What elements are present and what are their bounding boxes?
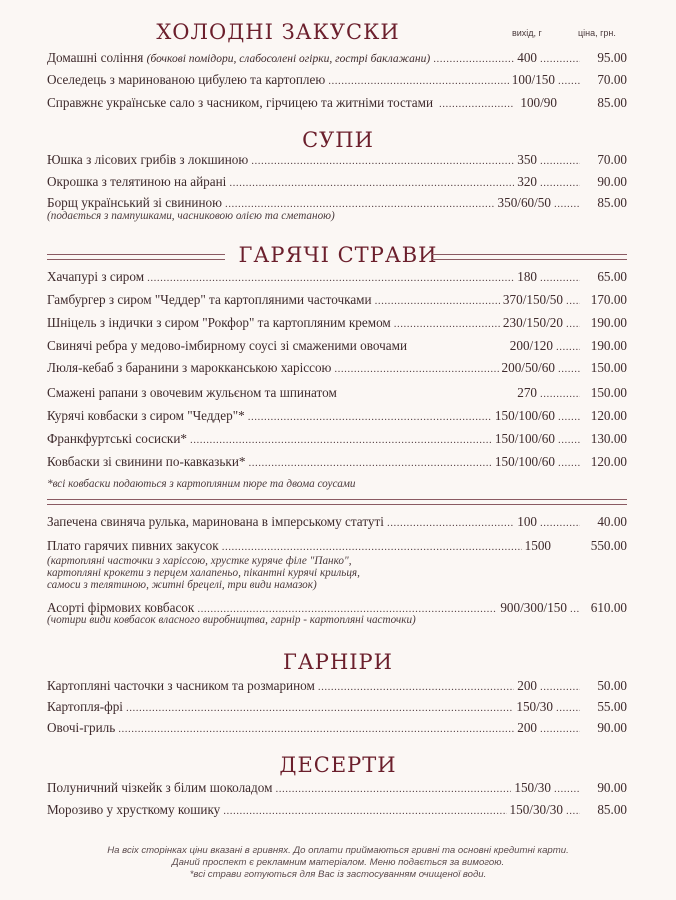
item-weight: 200/120	[509, 338, 553, 353]
item-weight: 100/90	[520, 95, 557, 110]
item-price: 120.00	[590, 454, 627, 469]
item-name: Плато гарячих пивних закусок	[47, 538, 219, 553]
menu-item	[47, 406, 627, 426]
menu-item	[47, 512, 627, 532]
item-name: Асорті фірмових ковбасок	[47, 600, 195, 615]
item-price: 55.00	[597, 699, 627, 714]
item-name: Франкфуртські сосиски*	[47, 431, 187, 446]
item-note: самоси з телятиною, житні брецелі, три види намазок)	[47, 579, 317, 591]
footer-line: На всіх сторінках ціни вказані в гривнях. До оплати приймаються гривні та основні кредитні карти.	[107, 845, 569, 856]
item-note: картопляні крокети з перцем халапеньо, пікантні курячі крильця,	[47, 567, 360, 579]
item-name: Домашні соління (бочкові помідори, слабосолені огірки, гострі баклажани)	[47, 50, 431, 65]
divider	[432, 254, 627, 260]
item-name: Овочі-гриль	[47, 720, 116, 735]
item-price: 610.00	[590, 600, 627, 615]
menu-item	[47, 383, 627, 403]
item-name: Гамбургер з сиром "Чеддер" та картопляними часточками	[47, 292, 372, 307]
item-weight: 370/150/50	[502, 292, 563, 307]
item-weight: 180	[517, 269, 537, 284]
menu-item	[47, 150, 627, 170]
menu-item	[47, 313, 627, 333]
item-weight: 200	[517, 720, 537, 735]
item-name: Смажені рапани з овочевим жульєном та шпинатом	[47, 385, 337, 400]
item-weight: 150/30	[514, 780, 551, 795]
item-price: 40.00	[597, 514, 627, 529]
item-price: 550.00	[590, 538, 627, 553]
item-name: Картопляні часточки з часником та розмарином	[47, 678, 315, 693]
item-name: Юшка з лісових грибів з локшиною	[47, 152, 249, 167]
item-weight: 1500	[524, 538, 551, 553]
footer-disclaimer	[40, 845, 636, 881]
column-header-price: ціна, грн.	[578, 28, 616, 38]
item-weight: 230/150/20	[502, 315, 563, 330]
item-note: (бочкові помідори, слабосолені огірки, гострі баклажани)	[146, 53, 431, 65]
item-name: Ковбаски зі свинини по-кавказьки*	[47, 454, 246, 469]
section-title-sides: ГАРНІРИ	[283, 650, 393, 674]
item-weight: 150/100/60	[494, 431, 555, 446]
divider	[47, 499, 627, 505]
menu-item	[47, 676, 627, 696]
item-name: Борщ український зі свининою	[47, 195, 222, 210]
item-weight: 400	[517, 50, 537, 65]
soups-note: (подається з пампушками, часниковою олією та сметаною)	[47, 210, 335, 222]
menu-item	[47, 452, 627, 472]
item-price: 85.00	[597, 95, 627, 110]
item-name: Оселедець з маринованою цибулею та картоплею	[47, 72, 326, 87]
item-weight: 350/60/50	[497, 195, 551, 210]
item-price: 65.00	[597, 269, 627, 284]
item-note: (чотири види ковбасок власного виробництва, гарнір - картопляні часточки)	[47, 614, 416, 626]
item-weight: 100/150	[511, 72, 555, 87]
menu-item	[47, 358, 627, 378]
menu-item	[47, 267, 627, 287]
item-name: Полуничний чізкейк з білим шоколадом	[47, 780, 273, 795]
item-price: 150.00	[590, 360, 627, 375]
menu-item	[47, 290, 627, 310]
menu-item	[47, 718, 627, 738]
item-price: 90.00	[597, 174, 627, 189]
item-weight: 200/50/60	[501, 360, 555, 375]
item-note: (картопляні часточки з харіссою, хрустке куряче філе "Панко",	[47, 555, 352, 567]
section-title-desserts: ДЕСЕРТИ	[279, 753, 397, 777]
item-name: Окрошка з телятиною на айрані	[47, 174, 227, 189]
item-weight: 150/30	[516, 699, 553, 714]
item-weight: 200	[517, 678, 537, 693]
footer-line: *всі страви готуються для Вас із застосуванням очищеної води.	[189, 869, 487, 880]
item-weight: 150/100/60	[494, 454, 555, 469]
item-price: 150.00	[590, 385, 627, 400]
item-weight: 350	[517, 152, 537, 167]
menu-item	[47, 697, 627, 717]
footer-line: Даний проспект є рекламним матеріалом. Меню подається за вимогою.	[171, 857, 505, 868]
item-price: 85.00	[597, 802, 627, 817]
item-weight: 150/100/60	[494, 408, 555, 423]
item-name: Свинячі ребра у медово-імбирному соусі зі смаженими овочами	[47, 338, 408, 353]
item-weight: 270	[517, 385, 537, 400]
menu-item	[47, 172, 627, 192]
item-name: Люля-кебаб з баранини з марокканською харіссою	[47, 360, 332, 375]
item-price: 190.00	[590, 315, 627, 330]
menu-item	[47, 800, 627, 820]
item-name: Хачапурі з сиром	[47, 269, 145, 284]
hot-note: *всі ковбаски подаються з картопляним пюре та двома соусами	[47, 478, 356, 490]
item-price: 70.00	[597, 152, 627, 167]
item-price: 120.00	[590, 408, 627, 423]
column-header-weight: вихід, г	[512, 28, 542, 38]
section-title-cold: ХОЛОДНІ ЗАКУСКИ	[156, 20, 400, 44]
item-name: Курячі ковбаски з сиром "Чеддер"*	[47, 408, 245, 423]
item-price: 70.00	[597, 72, 627, 87]
menu-item	[47, 48, 627, 68]
menu-item	[47, 70, 627, 90]
menu-item	[47, 536, 627, 556]
item-name: Шніцель з індички з сиром "Рокфор" та картопляним кремом	[47, 315, 391, 330]
item-name: Запечена свиняча рулька, маринована в імперському статуті	[47, 514, 384, 529]
item-price: 50.00	[597, 678, 627, 693]
item-weight: 900/300/150	[500, 600, 567, 615]
item-name: Морозиво у хрусткому кошику	[47, 802, 221, 817]
item-price: 190.00	[590, 338, 627, 353]
item-name: Картопля-фрі	[47, 699, 123, 714]
section-title-soups: СУПИ	[302, 128, 374, 152]
item-price: 130.00	[590, 431, 627, 446]
menu-item	[47, 336, 627, 356]
item-weight: 100	[517, 514, 537, 529]
item-name: Справжнє українське сало з часником, гірчицею та житніми тостами	[47, 95, 434, 110]
item-price: 170.00	[590, 292, 627, 307]
menu-item	[47, 93, 627, 113]
item-price: 90.00	[597, 720, 627, 735]
item-price: 90.00	[597, 780, 627, 795]
item-weight: 150/30/30	[509, 802, 563, 817]
menu-item	[47, 778, 627, 798]
item-price: 85.00	[597, 195, 627, 210]
menu-item	[47, 429, 627, 449]
item-price: 95.00	[597, 50, 627, 65]
section-title-hot: ГАРЯЧІ СТРАВИ	[238, 243, 438, 267]
item-weight: 320	[517, 174, 537, 189]
